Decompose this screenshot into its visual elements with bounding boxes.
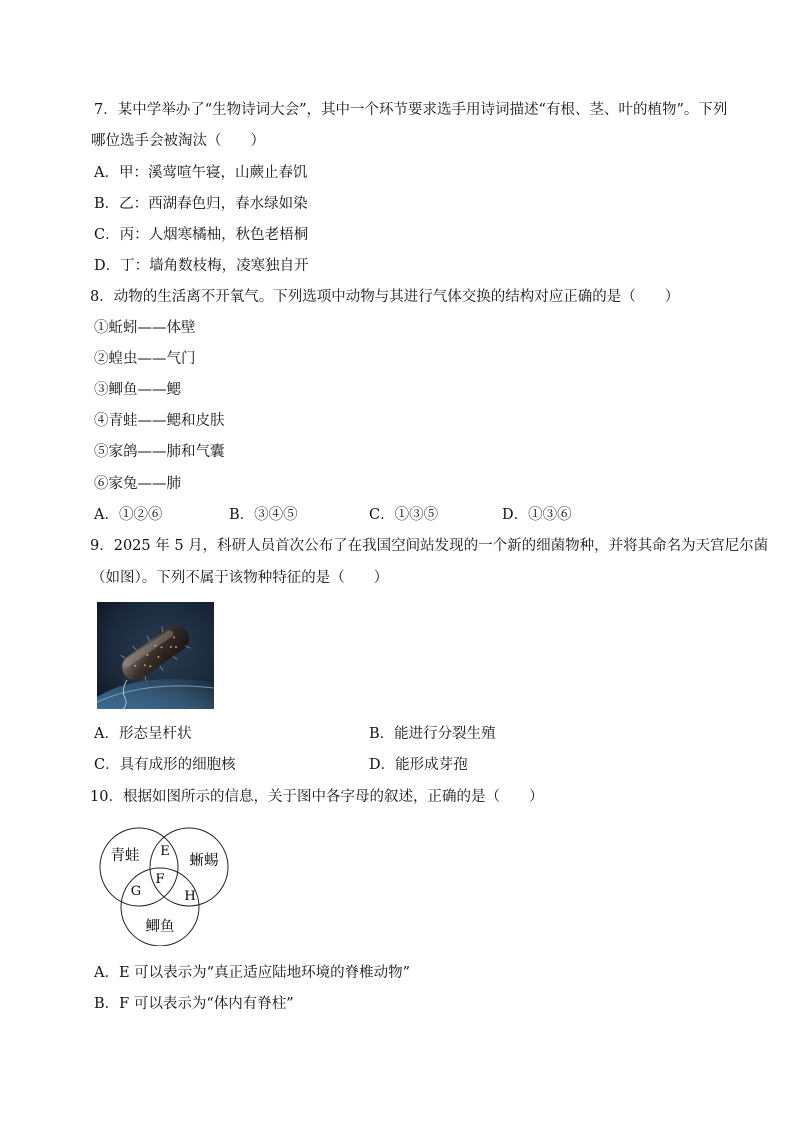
question-7-stem-line1: 7．某中学举办了“生物诗词大会”，其中一个环节要求选手用诗词描述“有根、茎、叶的植物”。下列: [94, 102, 728, 118]
venn-region-g: G: [130, 884, 142, 899]
venn-label-lizard: 蜥蜴: [189, 853, 219, 869]
question-8-item-5: ⑤家鸽——肺和气囊: [94, 444, 225, 460]
question-8-stem: 8．动物的生活离不开氧气。下列选项中动物与其进行气体交换的结构对应正确的是（ ）: [90, 289, 680, 305]
venn-region-h: H: [184, 889, 196, 904]
question-8-option-a: A．①②⑥: [94, 507, 163, 523]
question-9-option-a: A．形态呈杆状: [94, 726, 192, 742]
question-7-option-c: C．丙：人烟寒橘柚，秋色老梧桐: [94, 227, 309, 243]
question-8-item-3: ③鲫鱼——鳃: [94, 382, 181, 398]
venn-label-carp: 鲫鱼: [145, 919, 175, 935]
venn-region-e: E: [160, 844, 170, 859]
venn-label-frog: 青蛙: [110, 848, 140, 864]
question-10-stem: 10．根据如图所示的信息，关于图中各字母的叙述，正确的是（ ）: [90, 789, 544, 805]
question-9-stem-line1: 9．2025 年 5 月，科研人员首次公布了在我国空间站发现的一个新的细菌物种，并将其命名为天宫尼尔菌: [90, 538, 769, 554]
venn-diagram: [96, 822, 230, 946]
question-8-item-4: ④青蛙——鳃和皮肤: [94, 413, 225, 429]
question-8-option-b: B．③④⑤: [229, 507, 298, 523]
question-8-item-1: ①蚯蚓——体壁: [94, 320, 196, 336]
question-9-option-c: C．具有成形的细胞核: [94, 757, 236, 773]
question-7-option-a: A．甲：溪莺喧午寝，山蕨止春饥: [94, 165, 308, 181]
question-7-option-d: D．丁：墙角数枝梅，凌寒独自开: [94, 258, 309, 274]
question-8-option-c: C．①③⑤: [369, 507, 439, 523]
question-7-option-b: B．乙：西湖春色归，春水绿如染: [94, 196, 308, 212]
question-7-stem-line2: 哪位选手会被淘汰（ ）: [91, 133, 265, 149]
question-9-option-b: B．能进行分裂生殖: [369, 726, 496, 742]
question-9-option-d: D．能形成芽孢: [369, 757, 468, 773]
question-10-option-a: A．E 可以表示为“真正适应陆地环境的脊椎动物”: [94, 965, 410, 981]
question-8-option-d: D．①③⑥: [502, 507, 572, 523]
question-8-item-6: ⑥家兔——肺: [94, 476, 181, 492]
question-10-option-b: B．F 可以表示为“体内有脊柱”: [94, 996, 294, 1012]
bacterium-image: [97, 602, 214, 709]
question-9-stem-line2: （如图）。下列不属于该物种特征的是（ ）: [91, 570, 389, 586]
venn-region-f: F: [155, 872, 165, 887]
question-8-item-2: ②蝗虫——气门: [94, 351, 196, 367]
